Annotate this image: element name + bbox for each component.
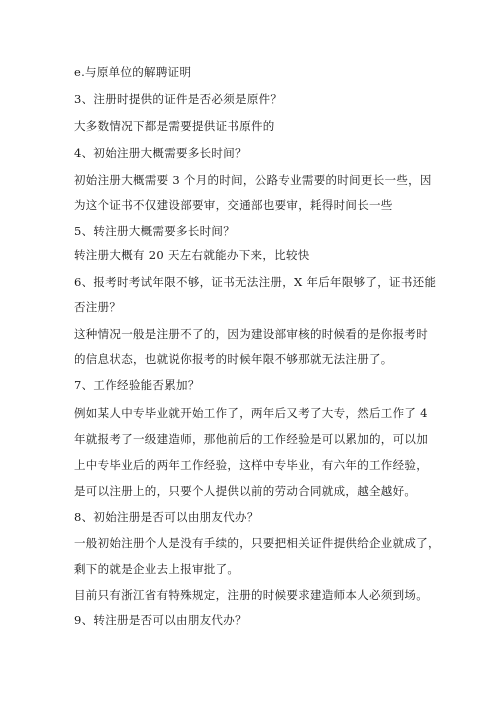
question-8-heading: 8、初始注册是否可以由朋友代办？ [74, 510, 259, 524]
answer-7-text-line-4: 是可以注册上的，只要个人提供以前的劳动合同就成，越全越好。 [74, 484, 417, 498]
answer-4-text-line-2: 为这个证书不仅建设部要审，交通部也要审，耗得时间长一些 [74, 198, 393, 212]
answer-4-text-line-1: 初始注册大概需要 3 个月的时间，公路专业需要的时间更长一些，因 [74, 173, 432, 187]
question-4-heading: 4、初始注册大概需要多长时间？ [74, 146, 247, 160]
answer-8-text-line-1: 一般初始注册个人是没有手续的，只要把相关证件提供给企业就成了， [74, 536, 440, 550]
answer-7-text-line-1: 例如某人中专毕业就开始工作了，两年后又考了大专，然后工作了 4 [74, 406, 428, 420]
answer-6-text-line-2: 的信息状态，也就说你报考的时候年限不够那就无法注册了。 [74, 352, 393, 366]
question-9-heading: 9、转注册是否可以由朋友代办？ [74, 613, 247, 627]
answer-6-text-line-1: 这种情况一般是注册不了的，因为建设部审核的时候看的是你报考时 [74, 327, 428, 341]
answer-7-text-line-2: 年就报考了一级建造师，那他前后的工作经验是可以累加的，可以加 [74, 432, 428, 446]
text-line-credential-e: e.与原单位的解聘证明 [74, 65, 192, 79]
answer-7-text-line-3: 上中专毕业后的两年工作经验，这样中专毕业，有六年的工作经验， [74, 458, 428, 472]
question-5-heading: 5、转注册大概需要多长时间？ [74, 224, 236, 238]
answer-8-text-line-3: 目前只有浙江省有特殊规定，注册的时候要求建造师本人必须到场。 [74, 588, 428, 602]
question-6-heading-line-2: 否注册？ [74, 300, 122, 314]
answer-8-text-line-2: 剩下的就是企业去上报审批了。 [74, 562, 240, 576]
answer-5-text: 转注册大概有 20 天左右就能办下来，比较快 [74, 248, 310, 262]
answer-3-text: 大多数情况下都是需要提供证书原件的 [74, 119, 275, 133]
question-7-heading: 7、工作经验能否累加？ [74, 378, 200, 392]
question-6-heading-line-1: 6、报考时考试年限不够，证书无法注册，X 年后年限够了，证书还能 [74, 275, 437, 289]
question-3-heading: 3、注册时提供的证件是否必须是原件？ [74, 92, 283, 106]
